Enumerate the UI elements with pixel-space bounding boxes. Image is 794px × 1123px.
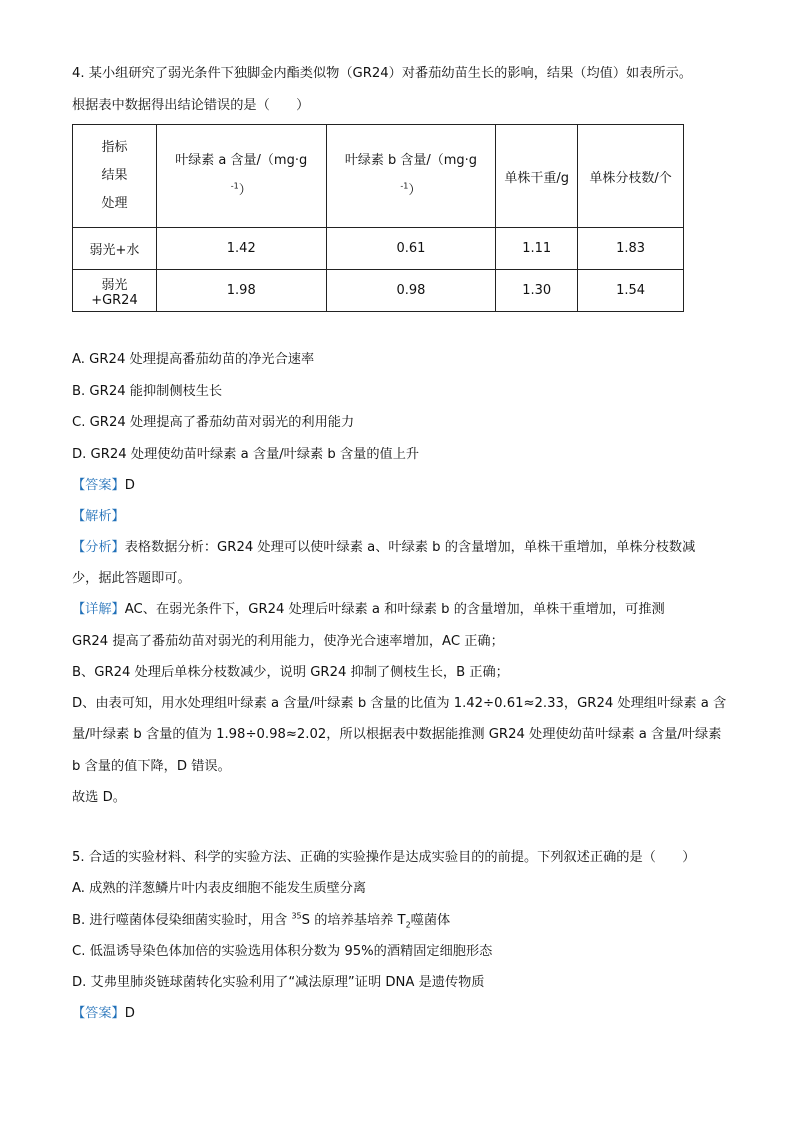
cell-value: 0.61 [326, 228, 496, 270]
q4-conclusion: 故选 D。 [72, 790, 126, 805]
q4-fenxi-line2: 少，据此答题即可。 [72, 571, 191, 586]
cell-value: 1.11 [496, 228, 578, 270]
header-chlorophyll-b: 叶绿素 b 含量/（mg·g $^{-1}$） [326, 125, 496, 228]
row-treatment-label: 弱光+水 [73, 228, 157, 270]
q5-option-a: A. 成熟的洋葱鳞片叶内表皮细胞不能发生质壁分离 [72, 881, 367, 896]
q4-xiangjie-line6: b 含量的值下降，D 错误。 [72, 759, 231, 774]
q4-stem-line2: 根据表中数据得出结论错误的是（ ） [72, 98, 310, 113]
q4-option-b: B. GR24 能抑制侧枝生长 [72, 384, 223, 399]
cell-value: 0.98 [326, 270, 496, 312]
cell-value: 1.98 [156, 270, 326, 312]
cell-value: 1.83 [578, 228, 684, 270]
cell-value: 1.30 [496, 270, 578, 312]
q5-option-c: C. 低温诱导染色体加倍的实验选用体积分数为 95%的酒精固定细胞形态 [72, 944, 493, 959]
q4-data-table [72, 124, 684, 312]
analysis-label: 【解析】 [72, 509, 125, 524]
q4-xiangjie-line4: D、由表可知，用水处理组叶绿素 a 含量/叶绿素 b 含量的比值为 1.42÷0.61≈2.33，GR24 处理组叶绿素 a 含 [72, 696, 727, 711]
q4-answer [72, 476, 135, 496]
answer-value: D [124, 1006, 135, 1021]
q4-xiangjie-line2: GR24 提高了番茄幼苗对弱光的利用能力，使净光合速率增加，AC 正确； [72, 634, 504, 649]
q4-option-d: D. GR24 处理使幼苗叶绿素 a 含量/叶绿素 b 含量的值上升 [72, 447, 420, 462]
table-header-row [73, 125, 684, 228]
answer-label: 【答案】 [72, 1006, 125, 1021]
q5-stem: 5. 合适的实验材料、科学的实验方法、正确的实验操作是达成实验目的的前提。下列叙述正确的是（ ） [72, 850, 696, 865]
xiangjie-label: 【详解】 [72, 602, 125, 617]
q4-option-a: A. GR24 处理提高番茄幼苗的净光合速率 [72, 352, 315, 367]
corner-label-treatment: 处理 [101, 196, 128, 211]
cell-value: 1.42 [156, 228, 326, 270]
q4-xiangjie-line1: 【详解】AC、在弱光条件下，GR24 处理后叶绿素 a 和叶绿素 b 的含量增加，单株干重增加，可推测 [72, 602, 665, 617]
q4-xiangjie-line3: B、GR24 处理后单株分枝数减少，说明 GR24 抑制了侧枝生长，B 正确； [72, 665, 509, 680]
header-chlorophyll-a-unit-tail: $^{-1}$） [230, 181, 252, 198]
answer-label: 【答案】 [72, 478, 125, 493]
corner-label-indicator: 指标 [101, 140, 128, 155]
q5-option-d: D. 艾弗里肺炎链球菌转化实验利用了“减法原理”证明 DNA 是遗传物质 [72, 975, 485, 990]
q5-answer [72, 1004, 135, 1024]
table-corner-cell [73, 125, 157, 228]
answer-value: D [124, 478, 135, 493]
header-branch-count: 单株分枝数/个 [578, 125, 684, 228]
q4-fenxi-line1: 【分析】表格数据分析：GR24 处理可以使叶绿素 a、叶绿素 b 的含量增加，单株干重增加，单株分枝数减 [72, 540, 696, 555]
header-chlorophyll-a: 叶绿素 a 含量/（mg·g $^{-1}$） [156, 125, 326, 228]
q4-option-c: C. GR24 处理提高了番茄幼苗对弱光的利用能力 [72, 415, 355, 430]
fenxi-label: 【分析】 [72, 540, 125, 555]
header-chlorophyll-b-unit-tail: $^{-1}$） [400, 181, 422, 198]
table-row [73, 270, 684, 312]
corner-label-result: 结果 [101, 168, 128, 183]
header-dry-weight: 单株干重/g [496, 125, 578, 228]
row-treatment-label: 弱光+GR24 [73, 270, 157, 312]
table-row [73, 228, 684, 270]
q4-analysis-heading [72, 507, 125, 527]
q4-stem-line1: 4. 某小组研究了弱光条件下独脚金内酯类似物（GR24）对番茄幼苗生长的影响，结果（均值）如表所示。 [72, 66, 692, 81]
q4-xiangjie-line5: 量/叶绿素 b 含量的值为 1.98÷0.98≈2.02，所以根据表中数据能推测 GR24 处理使幼苗叶绿素 a 含量/叶绿素 [72, 727, 722, 742]
q5-option-b: B. 进行噬菌体侵染细菌实验时，用含 $^{35}$S 的培养基培养 $T_2$噬菌体 [72, 911, 451, 930]
cell-value: 1.54 [578, 270, 684, 312]
